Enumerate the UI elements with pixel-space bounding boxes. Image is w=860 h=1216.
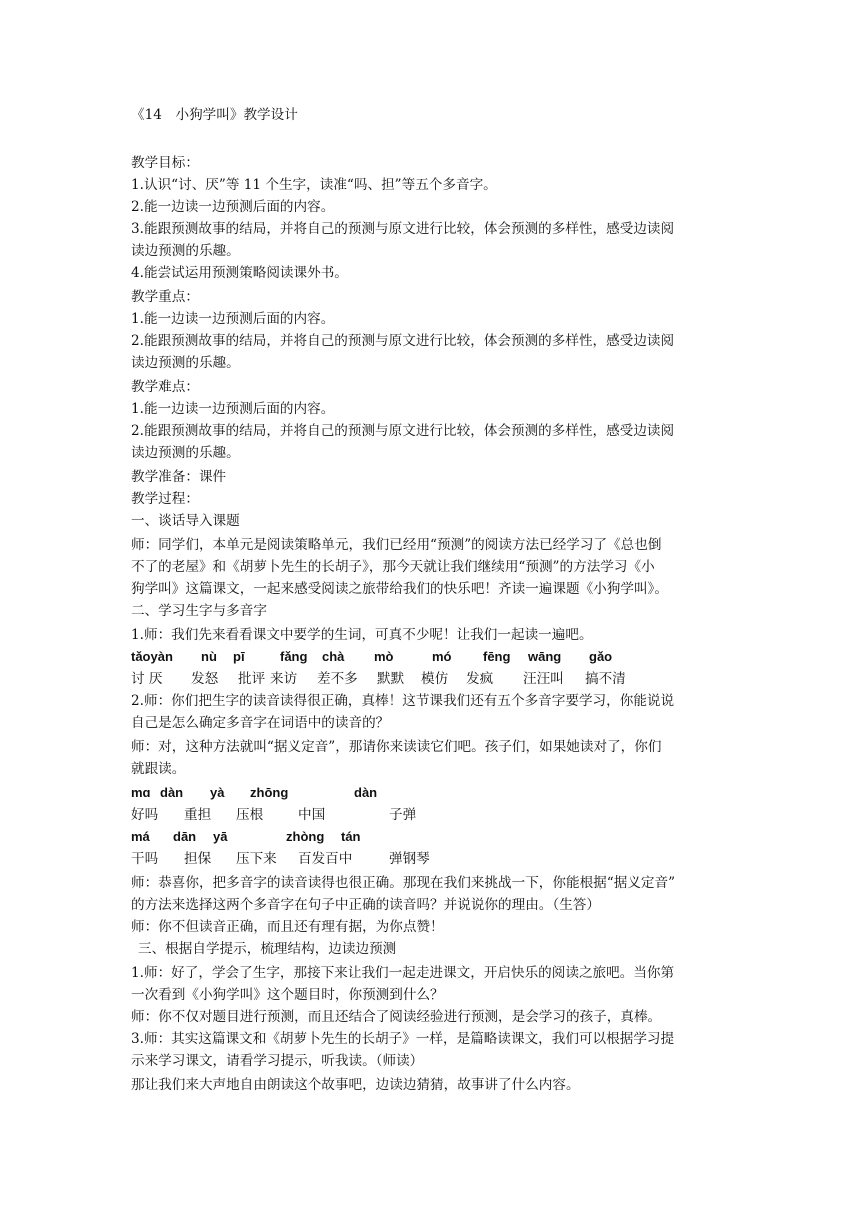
- poly-pinyin-row-2: [131, 826, 731, 848]
- vocab-word: 差不多: [317, 671, 358, 687]
- paragraph-line: 就跟读。: [131, 761, 186, 777]
- pinyin-label: má: [131, 829, 150, 844]
- poly-word: 百发百中: [298, 851, 353, 867]
- pinyin-label: tán: [341, 829, 361, 844]
- poly-word: 担保: [184, 851, 212, 867]
- objective-item: 3.能跟预测故事的结局，并将自己的预测与原文进行比较，体会预测的多样性，感受边读阅: [131, 221, 675, 237]
- section-heading: 三、根据自学提示，梳理结构，边读边预测: [138, 941, 397, 957]
- key-point-item: 读边预测的乐趣。: [131, 355, 240, 371]
- vocab-word: 默默: [377, 671, 405, 687]
- poly-word: 中国: [298, 807, 326, 823]
- pinyin-label: zhòng: [286, 829, 325, 844]
- document-title: 《14 小狗学叫》教学设计: [131, 107, 298, 123]
- objective-item: 1.认识“讨、厌”等 11 个生字，读准“吗、担”等五个多音字。: [131, 177, 497, 193]
- paragraph-line: 师：恭喜你，把多音字的读音读得也很正确。那现在我们来挑战一下，你能根据“据义定音”: [131, 875, 676, 891]
- paragraph-line: 那让我们来大声地自由朗读这个故事吧，边读边猜猜，故事讲了什么内容。: [131, 1077, 580, 1093]
- paragraph-line: 2.师：你们把生字的读音读得很正确，真棒！这节课我们还有五个多音字要学习，你能说说: [131, 693, 675, 709]
- pinyin-label: dàn: [160, 785, 184, 800]
- difficulty-item: 2.能跟预测故事的结局，并将自己的预测与原文进行比较，体会预测的多样性，感受边读阅: [131, 423, 675, 439]
- poly-word: 重担: [184, 807, 212, 823]
- pinyin-label: gǎo: [589, 649, 613, 664]
- preparation-line: 教学准备：课件: [131, 469, 227, 485]
- paragraph-line: 狗学叫》这篇课文，一起来感受阅读之旅带给我们的快乐吧！齐读一遍课题《小狗学叫》。: [131, 581, 668, 597]
- pinyin-label: dān: [173, 829, 197, 844]
- pinyin-label: zhōng: [250, 785, 289, 800]
- pinyin-label: mó: [432, 649, 452, 664]
- difficulties-heading: 教学难点：: [131, 379, 199, 395]
- process-heading: 教学过程：: [131, 491, 199, 507]
- key-point-item: 2.能跟预测故事的结局，并将自己的预测与原文进行比较，体会预测的多样性，感受边读阅: [131, 333, 675, 349]
- difficulty-item: 读边预测的乐趣。: [131, 445, 240, 461]
- paragraph-line: 1.师：好了，学会了生字，那接下来让我们一起走进课文，开启快乐的阅读之旅吧。当你第: [131, 965, 675, 981]
- pinyin-label: wāng: [528, 649, 562, 664]
- pinyin-label: yà: [210, 785, 225, 800]
- section-heading: 一、谈话导入课题: [131, 513, 240, 529]
- poly-word-row-2: [131, 848, 731, 870]
- poly-word: 弹钢琴: [389, 851, 430, 867]
- pinyin-label: mɑ: [131, 785, 151, 800]
- vocab-pinyin-row: [131, 646, 731, 668]
- objective-item: 读边预测的乐趣。: [131, 243, 240, 259]
- poly-word: 子弹: [389, 807, 417, 823]
- paragraph-line: 一次看到《小狗学叫》这个题目时，你预测到什么？: [131, 987, 444, 1003]
- pinyin-label: fǎng: [280, 649, 308, 664]
- vocab-word: 模仿: [421, 671, 449, 687]
- paragraph-line: 师：对，这种方法就叫“据义定音”，那请你来读读它们吧。孩子们，如果她读对了，你们: [131, 739, 662, 755]
- paragraph-line: 的方法来选择这两个多音字在句子中正确的读音吗？并说说你的理由。（生答）: [131, 897, 600, 913]
- vocab-word: 讨 厌: [131, 671, 163, 687]
- objective-item: 4.能尝试运用预测策略阅读课外书。: [131, 265, 348, 281]
- vocab-word: 汪汪叫: [523, 671, 564, 687]
- paragraph-line: 师：你不仅对题目进行预测，而且还结合了阅读经验进行预测，是会学习的孩子，真棒。: [131, 1009, 662, 1025]
- pinyin-label: mò: [374, 649, 394, 664]
- paragraph-line: 师：同学们，本单元是阅读策略单元，我们已经用“预测”的阅读方法已经学习了《总也倒: [131, 537, 662, 553]
- key-point-item: 1.能一边读一边预测后面的内容。: [131, 311, 335, 327]
- vocab-word-row: [131, 668, 731, 690]
- paragraph-line: 1.师：我们先来看看课文中要学的生词，可真不少呢！让我们一起读一遍吧。: [131, 627, 593, 643]
- pinyin-label: pī: [233, 649, 245, 664]
- poly-word-row-1: [131, 804, 731, 826]
- vocab-word: 来访: [270, 671, 298, 687]
- difficulty-item: 1.能一边读一边预测后面的内容。: [131, 401, 335, 417]
- poly-word: 干吗: [131, 851, 159, 867]
- vocab-word: 批评: [238, 671, 266, 687]
- poly-word: 好吗: [131, 807, 159, 823]
- section-heading: 二、学习生字与多音字: [131, 603, 267, 619]
- key-points-heading: 教学重点：: [131, 289, 199, 305]
- pinyin-label: dàn: [354, 785, 378, 800]
- paragraph-line: 示来学习课文，请看学习提示，听我读。（师读）: [131, 1053, 424, 1069]
- vocab-word: 搞不清: [585, 671, 626, 687]
- paragraph-line: 3.师：其实这篇课文和《胡萝卜先生的长胡子》一样，是篇略读课文，我们可以根据学习提: [131, 1031, 675, 1047]
- paragraph-line: 自己是怎么确定多音字在词语中的读音的？: [131, 715, 390, 731]
- poly-pinyin-row-1: [131, 782, 731, 804]
- poly-word: 压根: [236, 807, 264, 823]
- pinyin-label: chà: [322, 649, 345, 664]
- paragraph-line: 不了的老屋》和《胡萝卜先生的长胡子》，那今天就让我们继续用“预测”的方法学习《小: [131, 559, 655, 575]
- objective-item: 2.能一边读一边预测后面的内容。: [131, 199, 335, 215]
- paragraph-line: 师：你不但读音正确，而且还有理有据，为你点赞！: [131, 919, 444, 935]
- vocab-word: 发疯: [466, 671, 494, 687]
- pinyin-label: tǎoyàn: [131, 649, 173, 664]
- pinyin-label: fēng: [483, 649, 511, 664]
- objectives-heading: 教学目标：: [131, 155, 199, 171]
- vocab-word: 发怒: [191, 671, 219, 687]
- pinyin-label: nù: [201, 649, 217, 664]
- poly-word: 压下来: [236, 851, 277, 867]
- pinyin-label: yā: [213, 829, 228, 844]
